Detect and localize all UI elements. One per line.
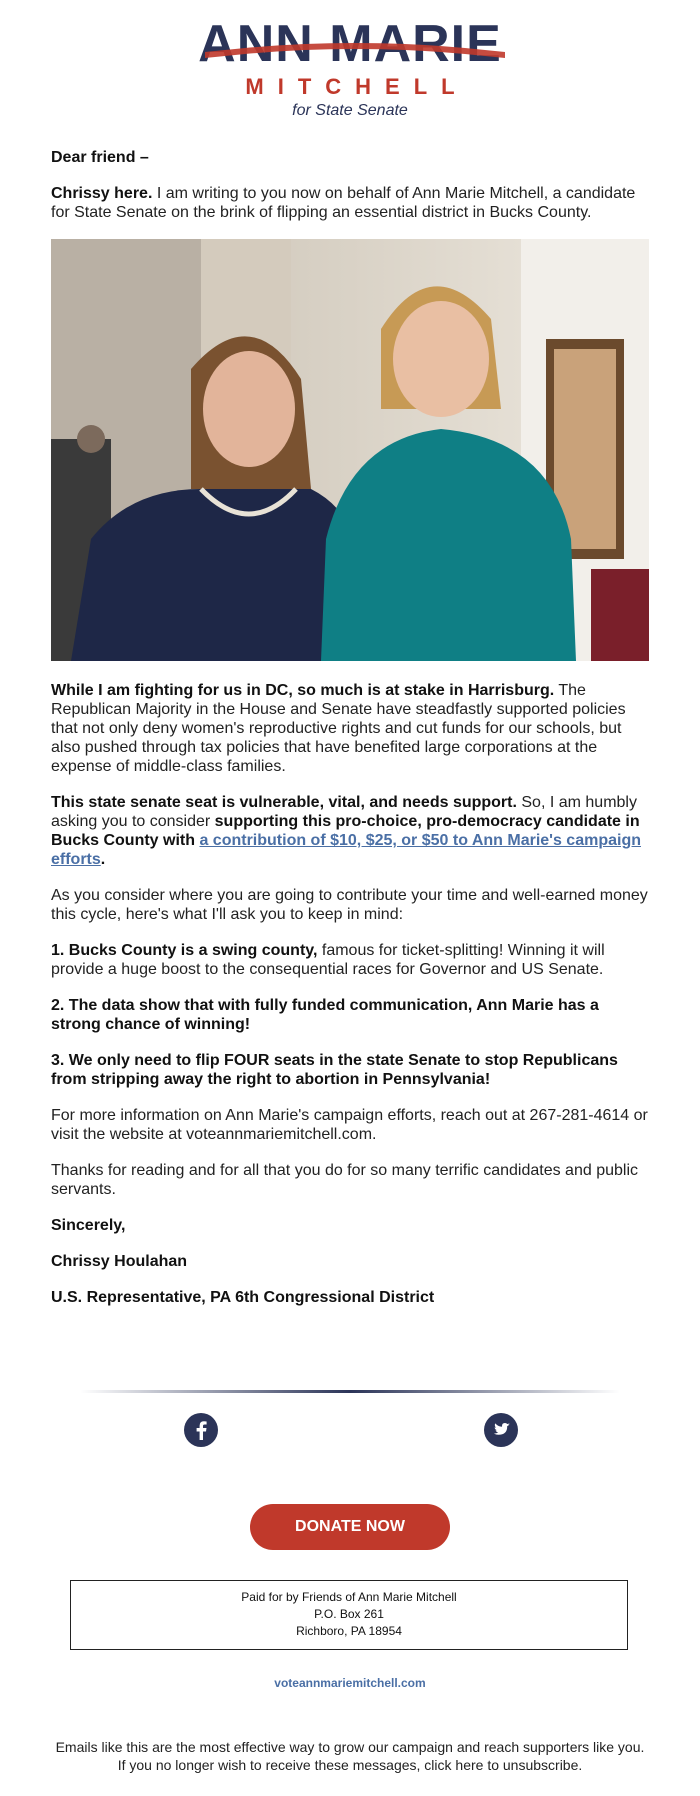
logo-subtitle: for State Senate	[292, 102, 408, 119]
point-one: 1. Bucks County is a swing county, famous for ticket-splitting! Winning it will provide a huge boost to the consequential races for Governor and US Senate.	[51, 942, 605, 978]
logo-ribbon	[205, 38, 505, 68]
point-two: 2. The data show that with fully funded communication, Ann Marie has a strong chance of winning!	[51, 997, 599, 1033]
unsubscribe-link[interactable]: If you no longer wish to receive these messages, click here to unsubscribe.	[117, 1757, 583, 1773]
letter-body	[51, 148, 649, 1324]
footer-divider	[80, 1390, 620, 1393]
city-line: Richboro, PA 18954	[296, 1624, 402, 1638]
facebook-icon[interactable]	[184, 1413, 218, 1447]
support-paragraph: This state senate seat is vulnerable, vital, and needs support. So, I am humbly asking you to consider supporting this pro-choice, pro-democracy candidate in Bucks County with a contribution of $10, $25, or $50 to Ann Marie's campaign efforts.	[51, 794, 641, 868]
intro-paragraph: Chrissy here. I am writing to you now on behalf of Ann Marie Mitchell, a candidate for State Senate on the brink of flipping an essential district in Bucks County.	[51, 185, 636, 221]
donate-button[interactable]: DONATE NOW	[250, 1504, 450, 1550]
campaign-logo	[0, 10, 700, 120]
info-paragraph: For more information on Ann Marie's campaign efforts, reach out at 267-281-4614 or visit the website at voteannmariemitchell.com.	[51, 1107, 648, 1143]
thanks-paragraph: Thanks for reading and for all that you do for so many terrific candidates and public servants.	[51, 1162, 638, 1198]
paid-for-line: Paid for by Friends of Ann Marie Mitchell	[241, 1590, 457, 1604]
paid-for-disclaimer	[70, 1580, 628, 1650]
consider-paragraph: As you consider where you are going to contribute your time and well-earned money this cycle, here's what I'll ask you to keep in mind:	[51, 887, 648, 923]
signer-name: Chrissy Houlahan	[51, 1253, 188, 1270]
point-three: 3. We only need to flip FOUR seats in the state Senate to stop Republicans from stripping away the right to abortion in Pennsylvania!	[51, 1052, 618, 1088]
signoff: Sincerely,	[51, 1217, 126, 1234]
twitter-icon[interactable]	[484, 1413, 518, 1447]
footer-line-1: Emails like this are the most effective way to grow our campaign and reach supporters like you.	[55, 1739, 645, 1755]
harrisburg-paragraph: While I am fighting for us in DC, so much is at stake in Harrisburg. The Republican Majority in the House and Senate have steadfastly supported policies that not only deny women's reproductive rights and cut funds for our schools, but also pushed through tax policies that have benefited large corporations at the expense of middle-class families.	[51, 682, 626, 775]
greeting: Dear friend –	[51, 149, 149, 166]
website-link[interactable]: voteannmariemitchell.com	[274, 1676, 426, 1690]
footer-text	[0, 1738, 700, 1774]
candidate-photo	[51, 239, 649, 661]
logo-name-top: ANN MARIE	[198, 15, 502, 73]
contribution-link[interactable]: a contribution of $10, $25, or $50 to Ann Marie's campaign efforts	[51, 832, 641, 868]
signer-title: U.S. Representative, PA 6th Congressional District	[51, 1289, 435, 1306]
logo-name-bottom: MITCHELL	[245, 74, 469, 99]
po-box-line: P.O. Box 261	[314, 1607, 384, 1621]
